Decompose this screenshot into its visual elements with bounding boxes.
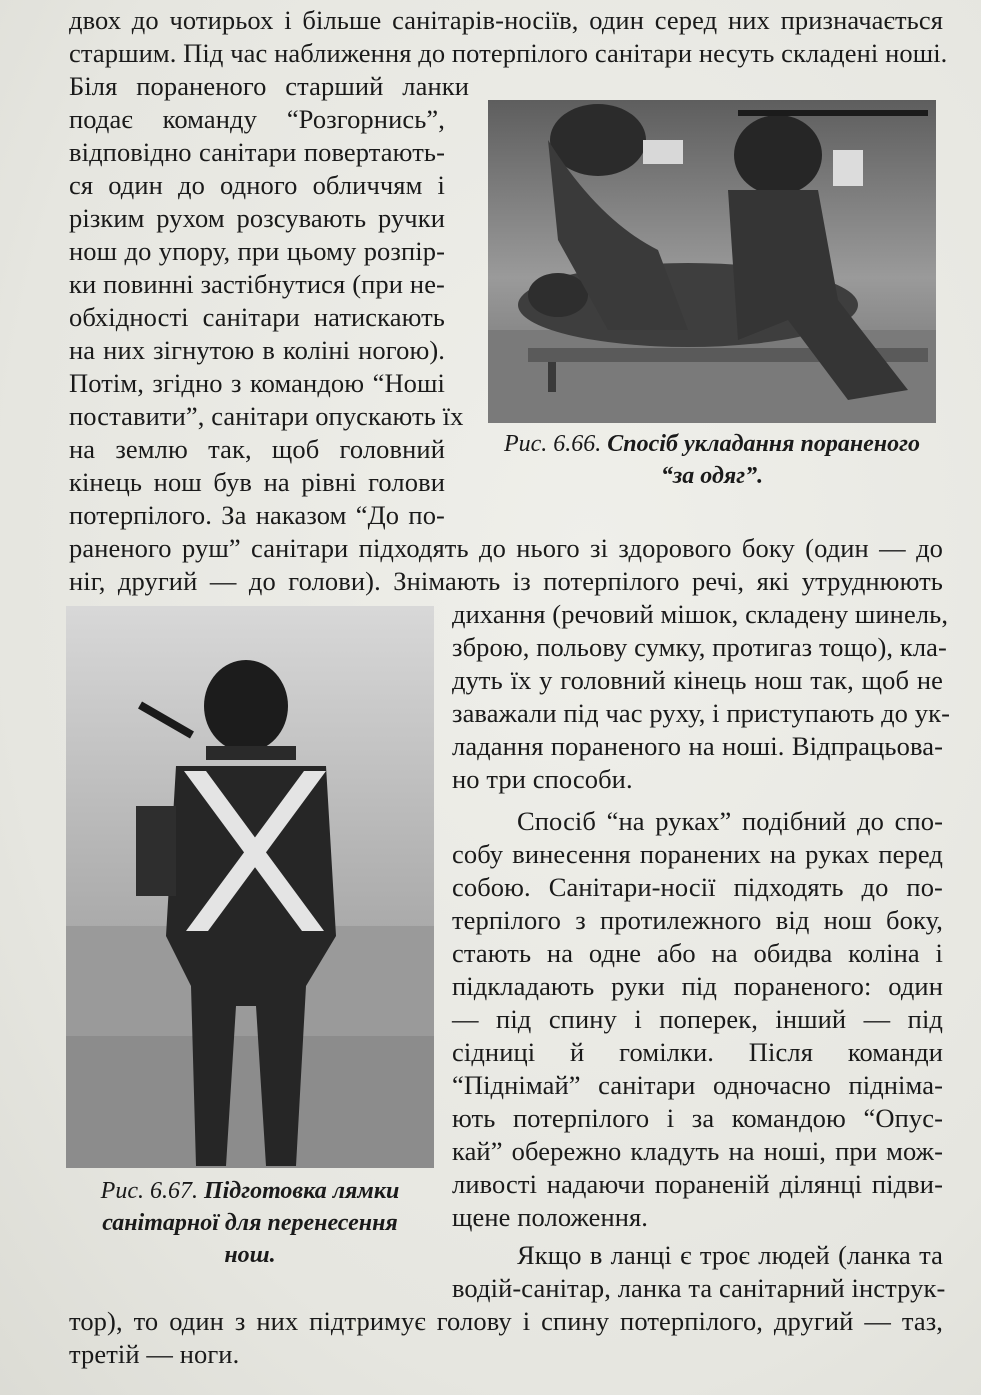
- stretcher-scene-image: [488, 100, 936, 423]
- text-line: стають на одне або на обидва коліна і: [452, 938, 943, 968]
- text-line: Потім, згідно з командою “Ноші: [69, 368, 445, 398]
- text-line: на них зігнутою в коліні ногою).: [69, 335, 445, 365]
- text-line: ки повинні застібнутися (при не-: [69, 269, 445, 299]
- figure-caption-title: нош.: [224, 1242, 276, 1268]
- figure-caption-title: “за одяг”.: [660, 463, 764, 489]
- text-line: підкладають руки під пораненого: один: [452, 971, 943, 1001]
- text-line: тор), то один з них підтримує голову і спину потерпілого, другий — таз,: [69, 1306, 943, 1336]
- text-line: нош до упору, при цьому розпір-: [69, 236, 445, 266]
- text-line: щене положення.: [452, 1202, 649, 1232]
- text-line: ніг, другий — до голови). Знімають із потерпілого речі, які утруднюють: [69, 566, 943, 596]
- figure-6-67-photo: [66, 606, 434, 1168]
- text-line: “Піднімай” санітари одночасно підніма-: [452, 1070, 943, 1100]
- text-line: різким рухом розсувають ручки: [69, 203, 445, 233]
- figure-caption-title: Підготовка лямки: [203, 1178, 400, 1204]
- text-line: кай” обережно кладуть на ноші, при мож-: [452, 1136, 943, 1166]
- figure-caption-title: Спосіб укладання пораненого: [607, 431, 920, 457]
- text-line: третій — ноги.: [69, 1339, 240, 1369]
- text-line: потерпілого. За наказом “До по-: [69, 500, 445, 530]
- text-line: обхідності санітари натискають: [69, 302, 445, 332]
- text-line: — під спину і поперек, інший — під: [452, 1004, 943, 1034]
- text-line: старшим. Під час наближення до потерпілого санітари несуть складені ноші.: [69, 38, 948, 68]
- text-line: собою. Санітари-носії підходять до по-: [452, 872, 943, 902]
- text-line: ливості надаючи пораненій ділянці підви-: [452, 1169, 943, 1199]
- text-line: терпілого з протилежного від нош боку,: [452, 905, 943, 935]
- figure-caption-number: Рис. 6.67.: [100, 1178, 198, 1204]
- text-line: подає команду “Розгорнись”,: [69, 104, 445, 134]
- text-line: на землю так, щоб головний: [69, 434, 445, 464]
- text-line: но три способи.: [452, 764, 633, 794]
- figure-caption-title: санітарної для перенесення: [102, 1210, 398, 1236]
- text-line: ють потерпілого і за командою “Опус-: [452, 1103, 943, 1133]
- text-line: відповідно санітари повертають-: [69, 137, 445, 167]
- text-line: водій-санітар, ланка та санітарний інструк-: [452, 1273, 946, 1303]
- text-line: ладання пораненого на ноші. Відпрацьова-: [452, 731, 943, 761]
- text-line: Спосіб “на руках” подібний до спо-: [517, 806, 943, 836]
- soldier-back-image: [66, 606, 434, 1168]
- figure-6-66-photo: [488, 100, 936, 423]
- text-line: Якщо в ланці є троє людей (ланка та: [517, 1240, 943, 1270]
- figure-6-67-caption: [66, 1175, 434, 1271]
- text-line: дуть їх у головний кінець нош так, щоб не: [452, 665, 943, 695]
- text-line: раненого руш” санітари підходять до нього зі здорового боку (один — до: [69, 533, 943, 563]
- figure-6-66-caption: [488, 428, 936, 492]
- text-line: двох до чотирьох і більше санітарів-носіїв, один серед них призначається: [69, 5, 943, 35]
- text-line: Біля пораненого старший ланки: [69, 71, 469, 101]
- text-line: дихання (речовий мішок, складену шинель,: [452, 599, 949, 629]
- text-line: собу винесення поранених на руках перед: [452, 839, 943, 869]
- figure-caption-number: Рис. 6.66.: [503, 431, 602, 457]
- text-line: кінець нош був на рівні голови: [69, 467, 445, 497]
- text-line: заважали під час руху, і приступають до ук-: [452, 698, 950, 728]
- text-line: ся один до одного обличчям і: [69, 170, 445, 200]
- text-line: сідниці й гомілки. Після команди: [452, 1037, 943, 1067]
- text-line: зброю, польову сумку, протигаз тощо), кла-: [452, 632, 947, 662]
- text-line: поставити”, санітари опускають їх: [69, 401, 464, 431]
